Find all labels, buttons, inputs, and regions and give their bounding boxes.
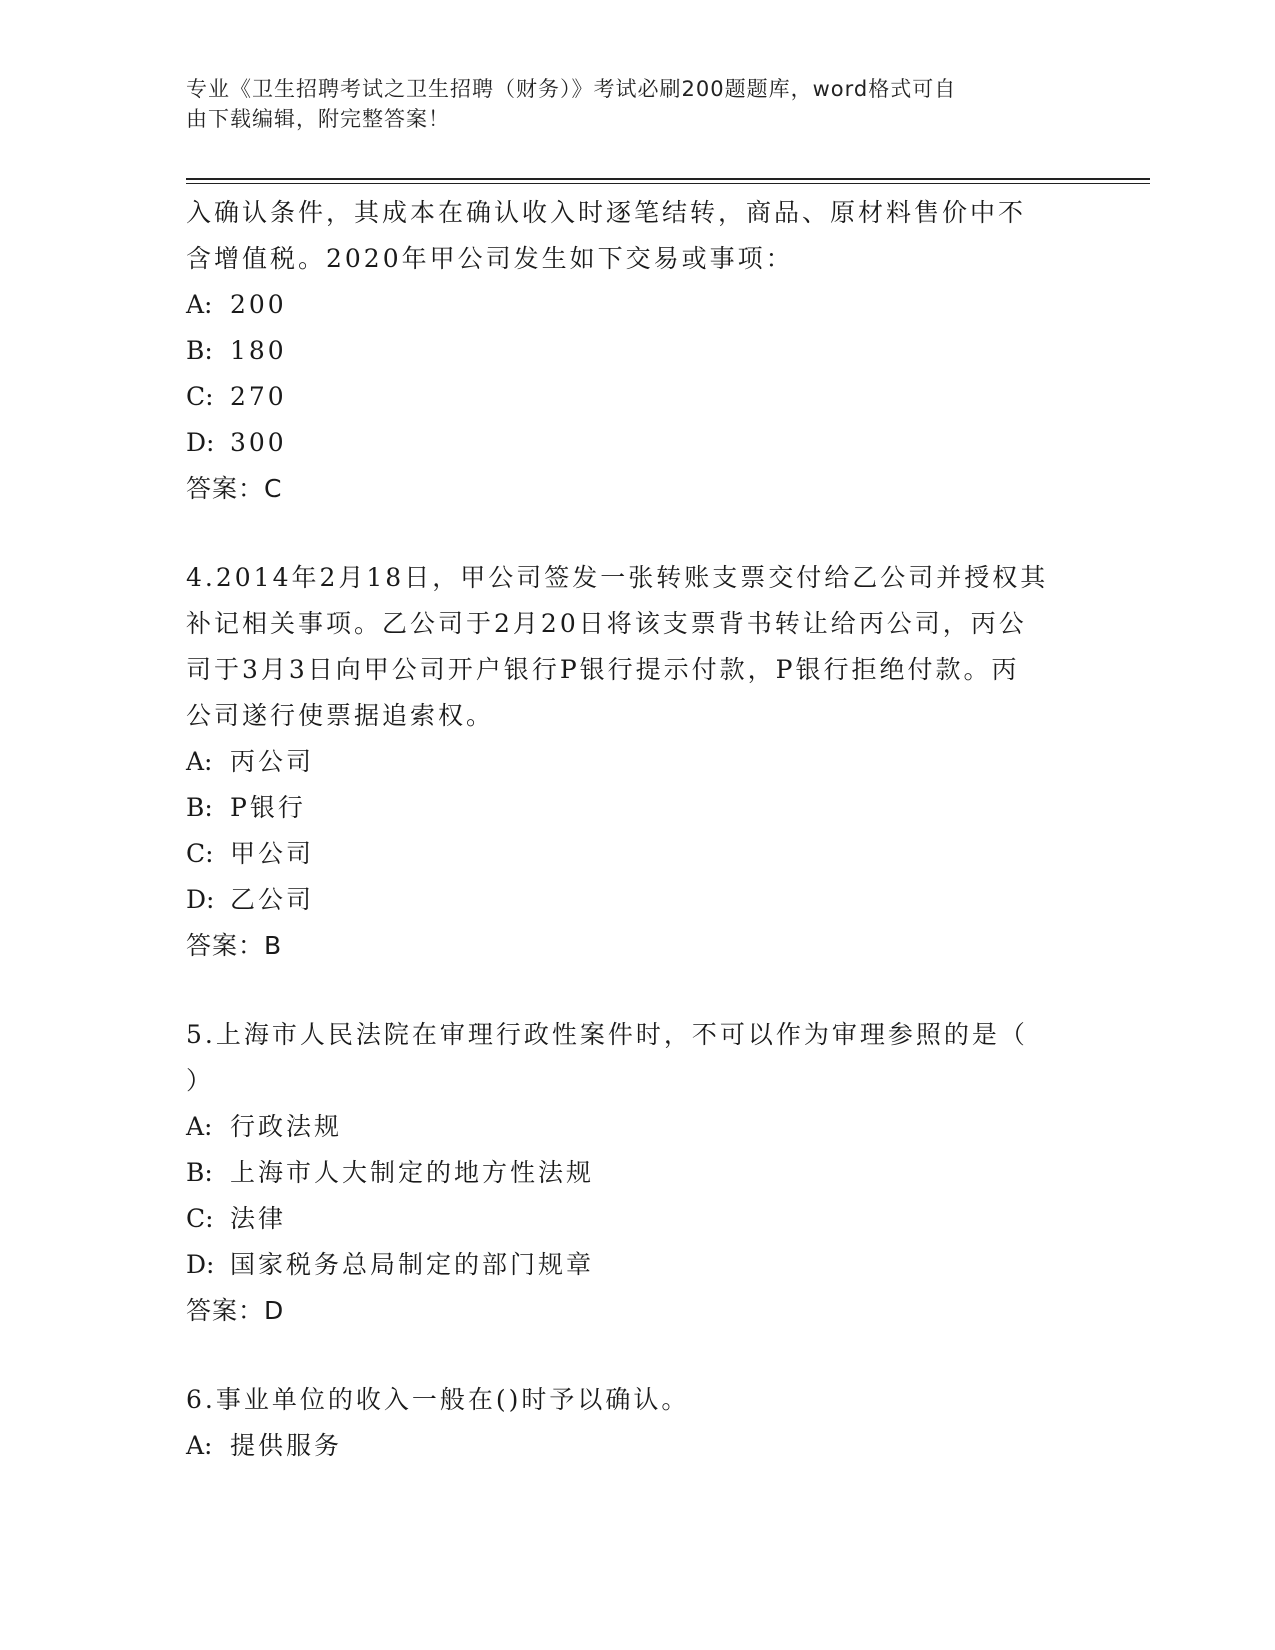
question-stem-line: 含增值税。2020年甲公司发生如下交易或事项： <box>186 244 794 273</box>
option-text: 丙公司 <box>230 747 315 776</box>
option-letter: C: <box>186 839 214 868</box>
option-c <box>186 1196 1086 1242</box>
question-6 <box>186 1377 1086 1469</box>
option-text: 200 <box>230 290 287 319</box>
option-a <box>186 1423 1086 1469</box>
option-letter: D: <box>186 1250 215 1279</box>
header-divider-thin <box>186 183 1150 184</box>
header-line-1: 专业《卫生招聘考试之卫生招聘（财务）》考试必刷200题题库，word格式可自 <box>186 77 957 101</box>
question-4 <box>186 555 1086 969</box>
option-text: 300 <box>230 428 287 457</box>
option-text: 提供服务 <box>230 1431 343 1460</box>
option-c <box>186 374 1086 420</box>
option-letter: A: <box>186 1431 213 1460</box>
document-header <box>186 74 1066 134</box>
option-letter: C: <box>186 1204 214 1233</box>
header-divider-thick <box>186 178 1150 180</box>
option-b <box>186 1150 1086 1196</box>
option-text: 甲公司 <box>230 839 315 868</box>
option-text: 180 <box>230 336 287 365</box>
option-text: 国家税务总局制定的部门规章 <box>230 1250 595 1279</box>
option-d <box>186 877 1086 923</box>
option-letter: B: <box>186 1158 213 1187</box>
question-stem-line: 司于3月3日向甲公司开户银行P银行提示付款，P银行拒绝付款。丙 <box>186 655 1020 684</box>
option-b <box>186 328 1086 374</box>
option-letter: D: <box>186 428 215 457</box>
option-letter: D: <box>186 885 215 914</box>
option-letter: A: <box>186 290 213 319</box>
option-text: P银行 <box>230 793 306 822</box>
option-d <box>186 420 1086 466</box>
option-a <box>186 1104 1086 1150</box>
answer-line: 答案：D <box>186 1296 285 1325</box>
option-text: 上海市人大制定的地方性法规 <box>230 1158 595 1187</box>
option-letter: A: <box>186 747 213 776</box>
question-stem-line: 4.2014年2月18日，甲公司签发一张转账支票交付给乙公司并授权其 <box>186 563 1049 592</box>
option-c <box>186 831 1086 877</box>
question-stem-line: 入确认条件，其成本在确认收入时逐笔结转，商品、原材料售价中不 <box>186 198 1027 227</box>
option-letter: B: <box>186 793 213 822</box>
question-stem-line: 5.上海市人民法院在审理行政性案件时，不可以作为审理参照的是（ <box>186 1020 1028 1049</box>
option-letter: B: <box>186 336 213 365</box>
option-a <box>186 739 1086 785</box>
answer-line: 答案：C <box>186 474 283 503</box>
option-text: 行政法规 <box>230 1112 343 1141</box>
option-text: 乙公司 <box>230 885 315 914</box>
question-stem-line: ） <box>186 1066 215 1095</box>
option-letter: C: <box>186 382 214 411</box>
question-3 <box>186 190 1086 512</box>
option-d <box>186 1242 1086 1288</box>
option-letter: A: <box>186 1112 213 1141</box>
question-5 <box>186 1012 1086 1334</box>
option-text: 法律 <box>230 1204 287 1233</box>
option-b <box>186 785 1086 831</box>
option-text: 270 <box>230 382 287 411</box>
question-stem-line: 公司遂行使票据追索权。 <box>186 701 495 730</box>
question-list <box>186 190 1086 1469</box>
question-stem-line: 补记相关事项。乙公司于2月20日将该支票背书转让给丙公司，丙公 <box>186 609 1027 638</box>
answer-line: 答案：B <box>186 931 283 960</box>
question-stem-line: 6.事业单位的收入一般在()时予以确认。 <box>186 1385 690 1414</box>
option-a <box>186 282 1086 328</box>
header-line-2: 由下载编辑，附完整答案！ <box>186 107 450 131</box>
